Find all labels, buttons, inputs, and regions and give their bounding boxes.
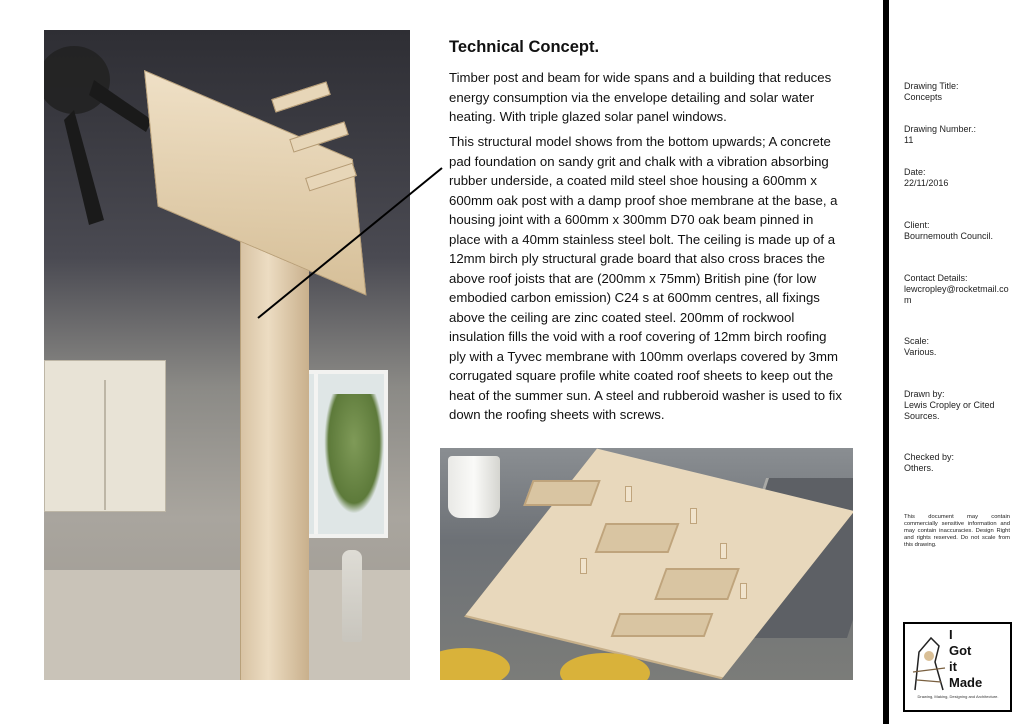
roof-joist-model-photo — [440, 448, 853, 680]
client-label: Client: — [904, 220, 930, 230]
client-value: Bournemouth Council. — [904, 231, 994, 241]
contact-label: Contact Details: — [904, 273, 968, 283]
cabinet-door — [104, 380, 166, 510]
yellow-stool — [560, 653, 650, 680]
date-value: 22/11/2016 — [904, 178, 949, 188]
concept-paragraph-structure: This structural model shows from the bottom upwards; A concrete pad foundation on sandy grit and chalk with a vibration absorbing rubber underside, a coated mild steel shoe housing a 600mm x 600mm oak post with a damp proof shoe membrane at the base, a housing joint with a 600mm x 300mm D70 oak beam pinned in place with a 40mm stainless steel bolt. The ceiling is made up of a 12mm birch ply structural grade board that also cross braces the above roof joists that are (200mm x 75mm) British pine (for low embodied carbon emission) C24 s at 600mm centres, all fixings above the ceiling are zinc coated steel. 200mm of rockwool insulation fills the void with a roof covering of 12mm birch roofing ply with a Tyvec membrane with 100mm overlaps covered by 3mm corrugated square profile white coated roof sheets to keep out the heat of the summer sun. A steel and rubberoid washer is used to fix down the roofing sheets with screws. — [449, 134, 842, 422]
contact-field — [904, 273, 1012, 306]
yellow-stool — [440, 648, 510, 680]
concept-title: Technical Concept. — [449, 38, 600, 56]
checked-by-label: Checked by: — [904, 452, 955, 462]
joist-bay — [611, 613, 714, 637]
model-pin — [625, 486, 632, 502]
client-field — [904, 220, 1014, 242]
ceiling-fan-shape — [44, 40, 154, 230]
checked-by-field — [904, 452, 1014, 474]
contact-value: lewcropley@rocketmail.com — [904, 284, 1009, 305]
roof-joist — [271, 81, 330, 112]
joist-bay — [654, 568, 740, 600]
joist-bay — [523, 480, 600, 506]
drawing-number-field — [904, 124, 1014, 146]
drawing-title-label: Drawing Title: — [904, 81, 959, 91]
title-block-divider — [883, 0, 889, 724]
logo-line-4: Made — [949, 675, 983, 690]
sketch-figure-icon — [909, 632, 949, 694]
post-and-beam-model-photo — [44, 30, 410, 680]
i-got-it-made-logo — [903, 622, 1012, 712]
model-pin — [740, 583, 747, 599]
tree-outside — [324, 394, 384, 514]
date-field — [904, 167, 1014, 189]
drawing-title-value: Concepts — [904, 92, 943, 102]
window-mullion — [314, 374, 318, 534]
model-pin — [690, 508, 697, 524]
scale-label: Scale: — [904, 336, 930, 346]
scale-figure — [342, 550, 362, 642]
drawn-by-label: Drawn by: — [904, 389, 945, 399]
concept-paragraph-intro: Timber post and beam for wide spans and a building that reduces energy consumption via the envelope detailing and solar water heating. With triple glazed solar panel windows. — [449, 70, 832, 124]
drawing-number-value: 11 — [904, 135, 914, 145]
model-pin — [580, 558, 587, 574]
scale-value: Various. — [904, 347, 937, 357]
white-mug — [448, 456, 500, 518]
logo-tagline: Drawing, Making, Designing and Architecture. — [917, 694, 999, 699]
logo-line-1: I — [949, 627, 953, 642]
disclaimer-text: This document may contain commercially sensitive information and may contain inaccuracies. Design Right and rights reserved. Do not scale from this drawing. — [904, 514, 1010, 548]
model-pin — [720, 543, 727, 559]
logo-line-2: Got — [949, 643, 972, 658]
scale-field — [904, 336, 1014, 358]
date-label: Date: — [904, 167, 926, 177]
logo-line-3: it — [949, 659, 957, 674]
drawing-number-label: Drawing Number.: — [904, 124, 977, 134]
checked-by-value: Others. — [904, 463, 934, 473]
drawn-by-field — [904, 389, 1014, 422]
drawn-by-value: Lewis Cropley or Cited Sources. — [904, 400, 995, 421]
joist-bay — [595, 523, 680, 553]
drawing-title-field — [904, 81, 1014, 103]
